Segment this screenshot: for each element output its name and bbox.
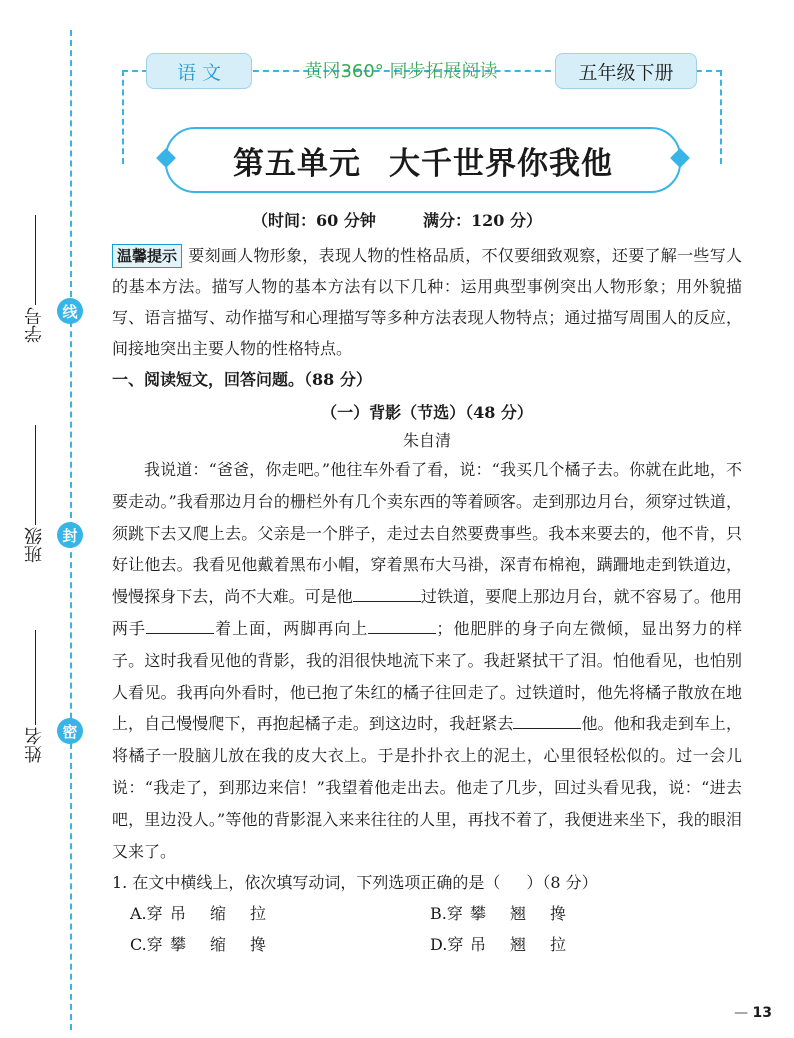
class-label: 班级 bbox=[24, 527, 45, 563]
time-limit: （时间：60 分钟 bbox=[252, 211, 376, 230]
blank-4[interactable] bbox=[513, 712, 581, 729]
unit-theme: 大千世界你我他 bbox=[389, 145, 613, 182]
worksheet-body bbox=[112, 240, 742, 960]
time-score-line bbox=[0, 208, 794, 231]
student-id-label: 学号 bbox=[24, 307, 45, 343]
unit-number: 第五单元 bbox=[233, 145, 361, 182]
passage-part-4: ；他肥胖的身子向左微倾，显出努力的样子。这时我看见他的背影，我的泪很快地流下来了。我赶紧拭干了泪。怕他看见，也怕别人看见。我再向外看时，他已抱了朱红的橘子往回走了。过铁道时，他先将橘子散放在地上，自己慢慢爬下，再抱起橘子走。到这边时，我赶紧去 bbox=[112, 618, 742, 734]
tip-paragraph bbox=[112, 240, 742, 364]
name-label: 姓名 bbox=[24, 727, 45, 763]
seal-feng: 封 bbox=[57, 522, 83, 548]
question-stem: 1. 在文中横线上，依次填写动词，下列选项正确的是（ bbox=[112, 873, 501, 893]
blank-2[interactable] bbox=[146, 617, 214, 634]
passage-title: （一）背影（节选）（48 分） bbox=[321, 403, 533, 422]
tip-badge: 温馨提示 bbox=[112, 244, 182, 268]
passage-part-5: 他。他和我走到车上，将橘子一股脑儿放在我的皮大衣上。于是扑扑衣上的泥土，心里很轻松似的。过一会儿说：“我走了，到那边来信！”我望着他走出去。他走了几步，回过头看见我，说：“进去吧，里边没人。”等他的背影混入来来往往的人里，再找不着了，我便进来坐下，我的眼泪又来了。 bbox=[112, 714, 742, 861]
section-heading: 一、阅读短文，回答问题。（88 分） bbox=[112, 370, 372, 389]
passage-part-2: 过铁道，要爬上那边月台，就不容易了。他用两手 bbox=[112, 587, 742, 638]
option-b[interactable]: B.穿 攀 翘 搀 bbox=[430, 904, 567, 924]
passage-part-1: 我说道：“爸爸，你走吧。”他往车外看了看，说：“我买几个橘子去。你就在此地，不要走动。”我看那边月台的栅栏外有几个卖东西的等着顾客。走到那边月台，须穿过铁道，须跳下去又爬上去。父亲是一个胖子，走过去自然要费事些。我本来要去的，他不肯，只好让他去。我看见他戴着黑布小帽，穿着黑布大马褂，深青布棉袍，蹒跚地走到铁道边，慢慢探身下去，尚不大难。可是他 bbox=[112, 460, 742, 607]
option-d[interactable]: D.穿 吊 翘 拉 bbox=[430, 935, 567, 955]
grade-pill: 五年级下册 bbox=[555, 53, 697, 89]
seal-mi: 密 bbox=[57, 718, 83, 744]
blank-3[interactable] bbox=[368, 617, 436, 634]
tip-text: 要刻画人物形象，表现人物的性格品质，不仅要细致观察，还要了解一些写人的基本方法。描写人物的基本方法有以下几种：运用典型事例突出人物形象；用外貌描写、语言描写、动作描写和心理描写等多种方法表现人物特点；通过描写周围人的反应，间接地突出主要人物的性格特点。 bbox=[112, 246, 742, 358]
question-points: ）（8 分） bbox=[526, 873, 598, 893]
seal-xian: 线 bbox=[57, 298, 83, 324]
student-id-field[interactable] bbox=[20, 215, 50, 343]
passage-author: 朱自清 bbox=[402, 431, 451, 450]
option-a[interactable]: A.穿 吊 缩 拉 bbox=[130, 904, 267, 924]
page-number: — 13 bbox=[734, 1005, 772, 1021]
passage-part-3: 着上面，两脚再向上 bbox=[214, 618, 369, 638]
answer-options bbox=[112, 898, 742, 960]
full-score: 满分：120 分） bbox=[423, 211, 542, 230]
subject-pill: 语 文 bbox=[146, 53, 252, 89]
option-c[interactable]: C.穿 攀 缩 搀 bbox=[130, 935, 267, 955]
blank-1[interactable] bbox=[353, 585, 421, 602]
unit-title bbox=[165, 127, 681, 193]
name-field[interactable] bbox=[20, 630, 50, 763]
question-1 bbox=[112, 867, 742, 898]
series-title: 黄冈360° 同步拓展阅读 bbox=[304, 61, 498, 82]
class-field[interactable] bbox=[20, 425, 50, 563]
passage-text bbox=[112, 454, 742, 867]
